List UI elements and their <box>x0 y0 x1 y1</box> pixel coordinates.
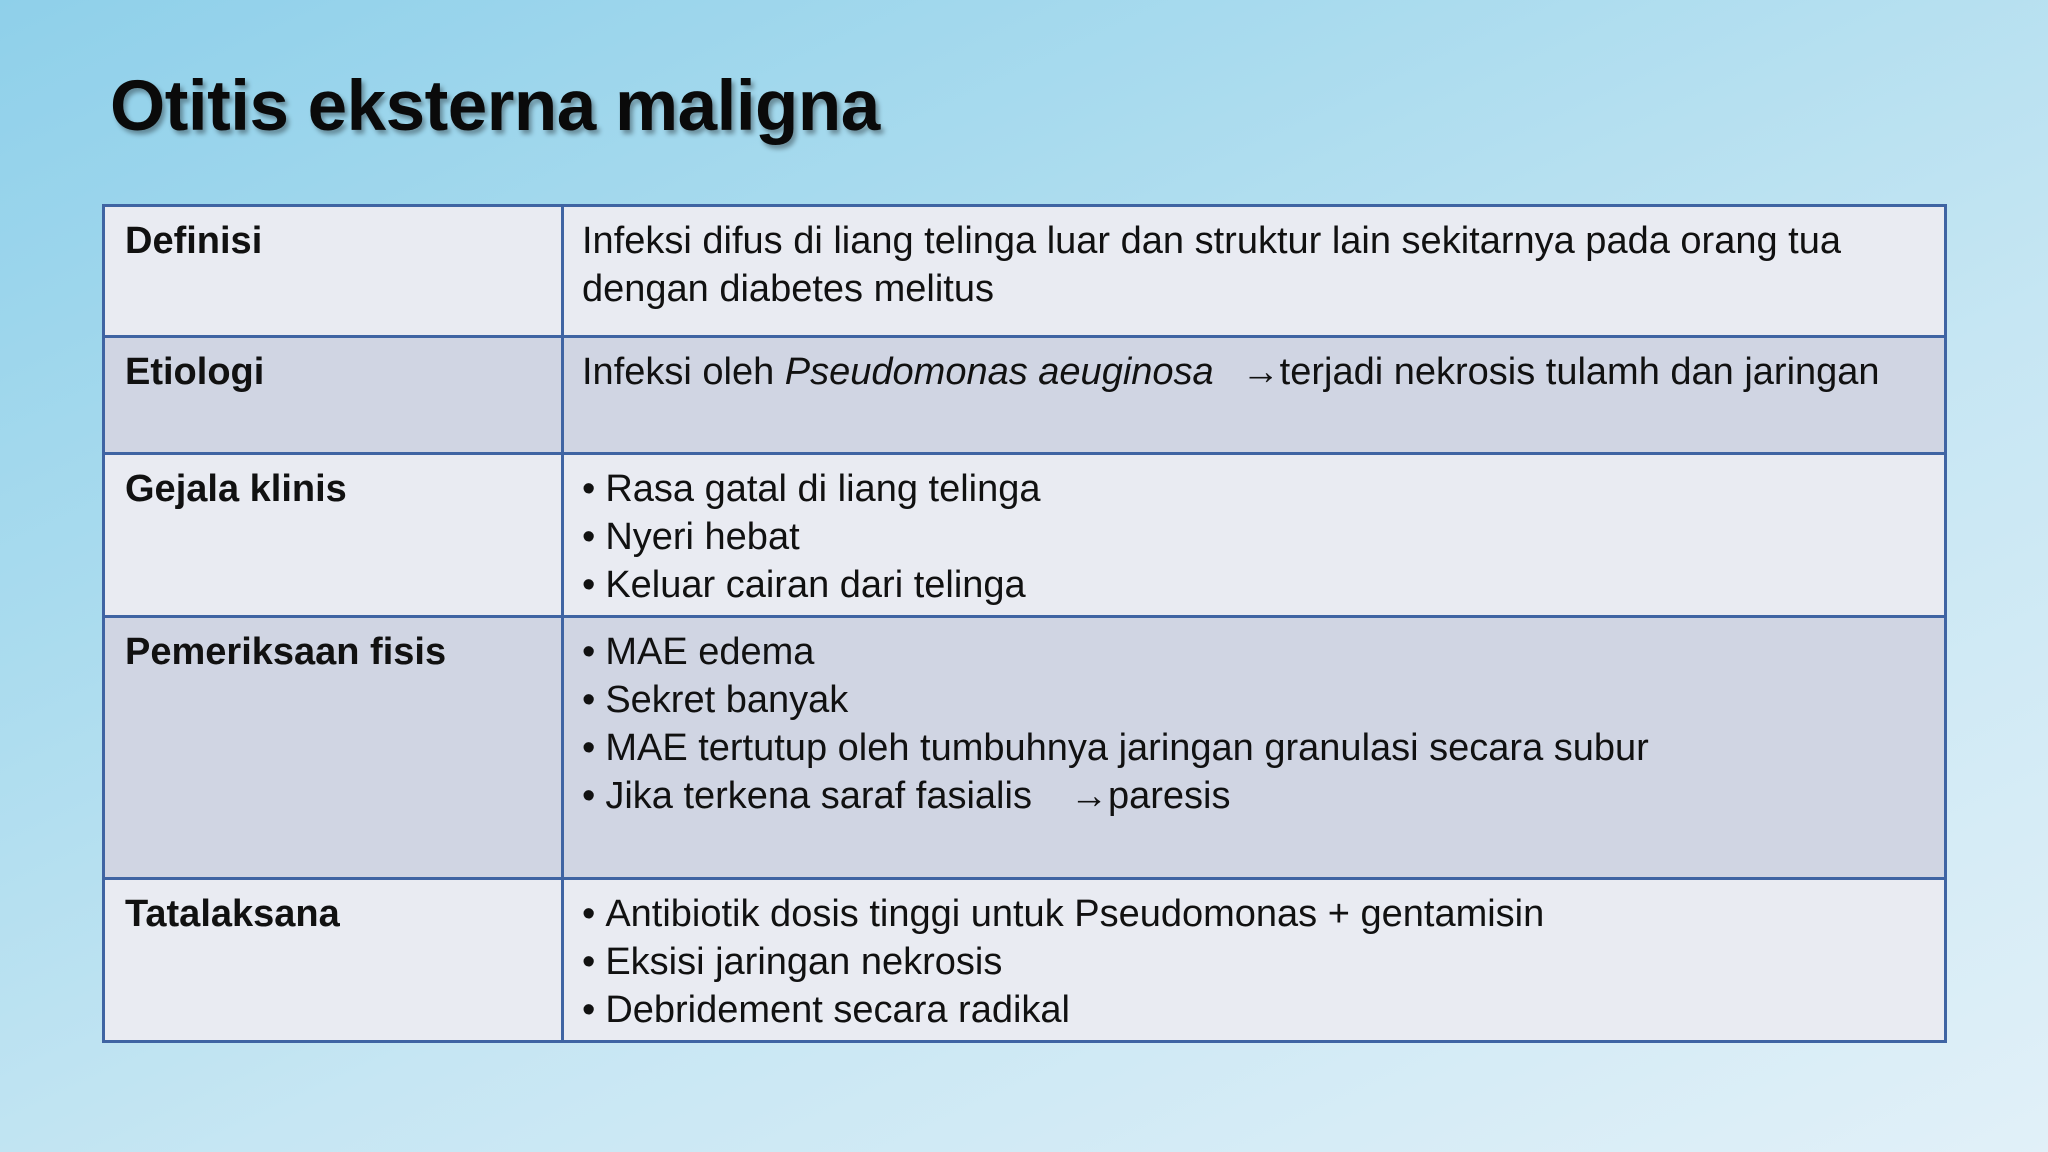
list-item: • Nyeri hebat <box>582 513 1926 561</box>
list-item: • MAE edema <box>582 628 1926 676</box>
table-row-definisi <box>104 206 1946 337</box>
right-arrow-icon: → <box>1241 351 1280 393</box>
table-row-gejala <box>104 454 1946 617</box>
row-label-gejala: Gejala klinis <box>104 454 563 617</box>
list-item: • MAE tertutup oleh tumbuhnya jaringan granulasi secara subur <box>582 724 1926 772</box>
gejala-cell <box>563 454 1946 617</box>
row-label-tatalaksana: Tatalaksana <box>104 879 563 1042</box>
list-item: • Sekret banyak <box>582 676 1926 724</box>
pemeriksaan-last-suffix: paresis <box>1107 775 1231 817</box>
list-item: • Eksisi jaringan nekrosis <box>582 938 1926 986</box>
list-item: • Rasa gatal di liang telinga <box>582 465 1926 513</box>
info-table <box>102 204 1947 1043</box>
pemeriksaan-list <box>582 628 1926 820</box>
pemeriksaan-last-prefix: Jika terkena saraf fasialis <box>605 775 1032 817</box>
etiologi-cell <box>563 337 1946 454</box>
right-arrow-icon: → <box>1069 775 1108 817</box>
row-label-definisi: Definisi <box>104 206 563 337</box>
list-item: • Debridement secara radikal <box>582 986 1926 1034</box>
tatalaksana-list <box>582 890 1926 1034</box>
list-item: • Antibiotik dosis tinggi untuk Pseudomonas + gentamisin <box>582 890 1926 938</box>
tatalaksana-cell <box>563 879 1946 1042</box>
pemeriksaan-cell <box>563 617 1946 879</box>
list-item <box>582 772 1926 820</box>
definisi-text: Infeksi difus di liang telinga luar dan struktur lain sekitarnya pada orang tua dengan diabetes melitus <box>563 206 1946 337</box>
gejala-list <box>582 465 1926 609</box>
table-row-tatalaksana <box>104 879 1946 1042</box>
table-row-etiologi <box>104 337 1946 454</box>
list-item: • Keluar cairan dari telinga <box>582 561 1926 609</box>
row-label-etiologi: Etiologi <box>104 337 563 454</box>
table-row-pemeriksaan <box>104 617 1946 879</box>
row-label-pemeriksaan: Pemeriksaan fisis <box>104 617 563 879</box>
etiologi-prefix: Infeksi oleh <box>582 351 785 393</box>
etiologi-suffix: terjadi nekrosis tulamh dan jaringan <box>1279 351 1880 393</box>
organism-name: Pseudomonas aeuginosa <box>784 351 1214 393</box>
slide-title: Otitis eksterna maligna <box>110 67 880 146</box>
